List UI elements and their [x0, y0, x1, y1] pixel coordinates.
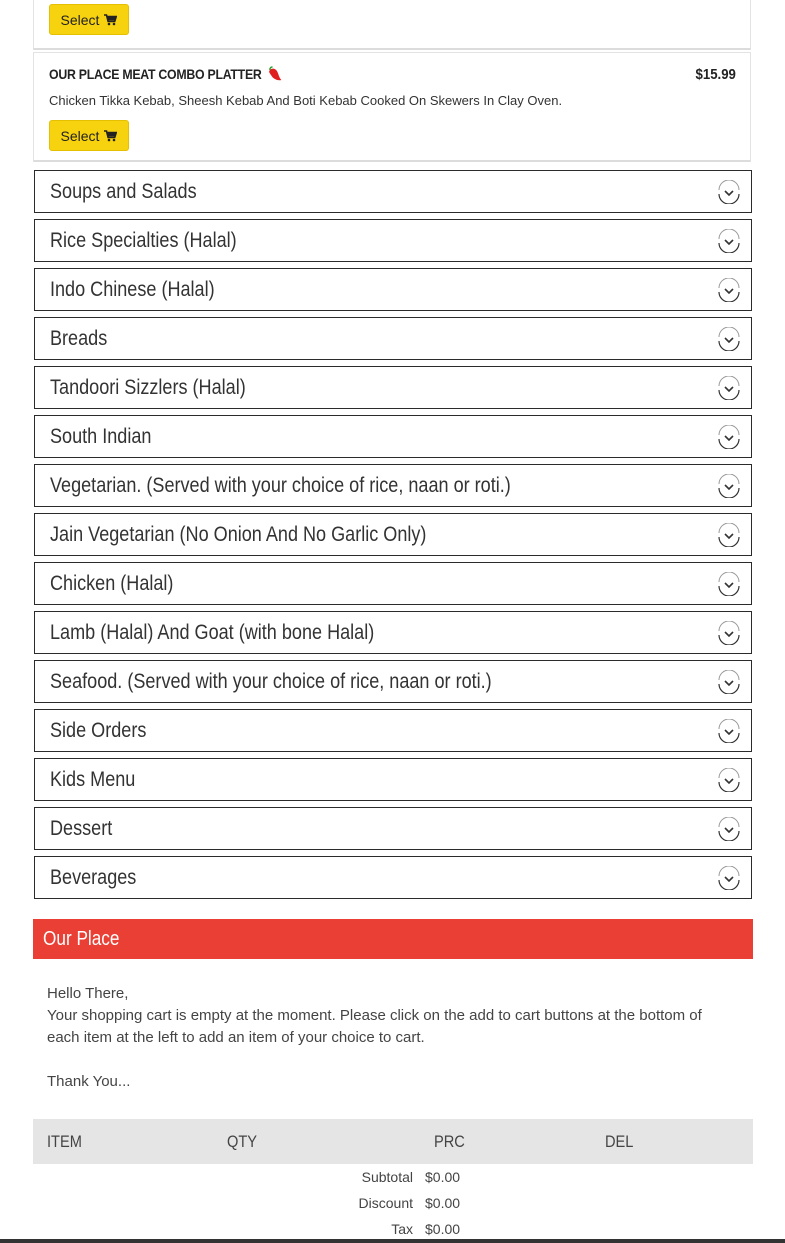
chevron-down-icon — [717, 670, 741, 694]
category-label: Breads — [50, 327, 108, 350]
tax-value: $0.00 — [425, 1221, 461, 1237]
category-kids-menu[interactable] — [34, 758, 752, 801]
category-seafood[interactable] — [34, 660, 752, 703]
chevron-down-icon — [717, 425, 741, 449]
cart-icon — [104, 130, 117, 142]
category-side-orders[interactable] — [34, 709, 752, 752]
chevron-down-icon — [717, 229, 741, 253]
chevron-down-icon — [717, 523, 741, 547]
item-name-row — [49, 66, 283, 82]
chevron-down-icon — [717, 817, 741, 841]
category-dessert[interactable] — [34, 807, 752, 850]
chevron-down-icon — [717, 719, 741, 743]
item-price: $15.99 — [695, 66, 736, 83]
category-label: Kids Menu — [50, 768, 136, 791]
cart-signoff: Thank You... — [47, 1073, 131, 1090]
cart-greeting: Hello There, — [47, 985, 129, 1002]
cart-header-bar — [33, 919, 753, 959]
category-south-indian[interactable] — [34, 415, 752, 458]
column-header-prc: PRC — [434, 1132, 465, 1151]
category-label: Seafood. (Served with your choice of rice, naan or roti.) — [50, 670, 492, 693]
category-label: Vegetarian. (Served with your choice of rice, naan or roti.) — [50, 474, 511, 497]
bottom-divider — [0, 1239, 785, 1243]
select-button[interactable] — [49, 4, 129, 35]
tax-label: Tax — [391, 1221, 413, 1237]
column-header-qty: QTY — [227, 1132, 258, 1151]
chevron-down-icon — [717, 327, 741, 351]
category-indo-chinese[interactable] — [34, 268, 752, 311]
cart-empty-message — [47, 983, 737, 1093]
select-button[interactable] — [49, 120, 129, 151]
category-chicken[interactable] — [34, 562, 752, 605]
item-description: Chicken Tikka Kebab, Sheesh Kebab And Boti Kebab Cooked On Skewers In Clay Oven. — [49, 93, 563, 108]
chevron-down-icon — [717, 621, 741, 645]
category-label: Indo Chinese (Halal) — [50, 278, 215, 301]
cart-table-header — [33, 1119, 753, 1164]
discount-value: $0.00 — [425, 1195, 461, 1211]
category-jain-vegetarian[interactable] — [34, 513, 752, 556]
subtotal-value: $0.00 — [425, 1169, 461, 1185]
category-tandoori-sizzlers[interactable] — [34, 366, 752, 409]
category-beverages[interactable] — [34, 856, 752, 899]
chili-pepper-icon — [267, 66, 283, 82]
category-label: South Indian — [50, 425, 152, 448]
category-vegetarian[interactable] — [34, 464, 752, 507]
chevron-down-icon — [717, 278, 741, 302]
category-label: Chicken (Halal) — [50, 572, 174, 595]
subtotal-label: Subtotal — [361, 1169, 413, 1185]
category-breads[interactable] — [34, 317, 752, 360]
subtotal-row — [33, 1164, 753, 1190]
chevron-down-icon — [717, 474, 741, 498]
cart-title: Our Place — [43, 928, 120, 950]
cart-icon — [104, 14, 117, 26]
category-label: Side Orders — [50, 719, 147, 742]
category-label: Rice Specialties (Halal) — [50, 229, 237, 252]
category-label: Soups and Salads — [50, 180, 197, 203]
discount-row — [33, 1190, 753, 1216]
discount-label: Discount — [358, 1195, 413, 1211]
category-label: Tandoori Sizzlers (Halal) — [50, 376, 246, 399]
column-header-item: ITEM — [47, 1132, 82, 1151]
category-label: Beverages — [50, 866, 137, 889]
category-lamb-and-goat[interactable] — [34, 611, 752, 654]
chevron-down-icon — [717, 866, 741, 890]
menu-item-card-previous — [33, 0, 751, 50]
chevron-down-icon — [717, 180, 741, 204]
chevron-down-icon — [717, 572, 741, 596]
category-label: Dessert — [50, 817, 113, 840]
category-label: Lamb (Halal) And Goat (with bone Halal) — [50, 621, 375, 644]
item-name: OUR PLACE MEAT COMBO PLATTER — [49, 66, 262, 82]
category-soups-and-salads[interactable] — [34, 170, 752, 213]
category-label: Jain Vegetarian (No Onion And No Garlic Only) — [50, 523, 427, 546]
chevron-down-icon — [717, 376, 741, 400]
menu-item-card — [33, 52, 751, 162]
select-button-label: Select — [60, 127, 100, 144]
cart-message: Your shopping cart is empty at the moment. Please click on the add to cart buttons at the bottom of each item at the left to add an item of your choice to cart. — [47, 1007, 702, 1046]
column-header-del: DEL — [605, 1132, 634, 1151]
select-button-label: Select — [60, 11, 100, 28]
chevron-down-icon — [717, 768, 741, 792]
category-rice-specialties[interactable] — [34, 219, 752, 262]
